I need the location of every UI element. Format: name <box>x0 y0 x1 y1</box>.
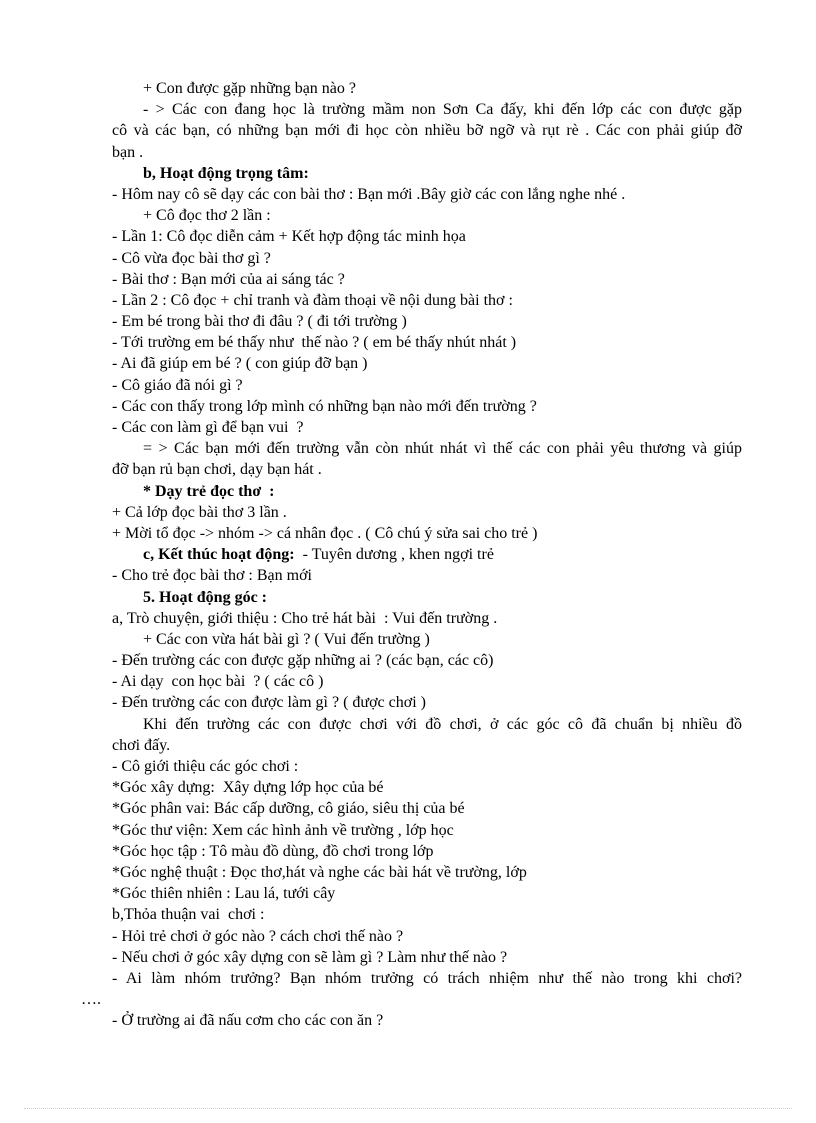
text-line: + Mời tổ đọc -> nhóm -> cá nhân đọc . ( Cô chú ý sửa sai cho trẻ ) <box>112 524 538 542</box>
text-line: *Góc xây dựng: Xây dựng lớp học của bé <box>112 779 384 797</box>
section-heading: c, Kết thúc hoạt động: <box>143 546 295 564</box>
text-line: *Góc phân vai: Bác cấp dưỡng, cô giáo, siêu thị của bé <box>112 800 465 818</box>
text-line: + Cả lớp đọc bài thơ 3 lần . <box>112 503 287 521</box>
text-line: *Góc học tập : Tô màu đồ dùng, đồ chơi trong lớp <box>112 842 434 860</box>
text-line: - Ai dạy con học bài ? ( các cô ) <box>112 673 324 691</box>
text-line: - Hỏi trẻ chơi ở góc nào ? cách chơi thế nào ? <box>112 927 404 945</box>
text-line: + Các con vừa hát bài gì ? ( Vui đến trường ) <box>143 630 430 648</box>
text-line: - > Các con đang học là trường mầm non Sơn Ca đấy, khi đến lớp các con được gặp <box>143 101 742 119</box>
text-span: - Tuyên dương , khen ngợi trẻ <box>294 546 494 564</box>
text-line: - Đến trường các con được gặp những ai ? (các bạn, các cô) <box>112 652 494 670</box>
text-line: - Ai đã giúp em bé ? ( con giúp đỡ bạn ) <box>112 355 368 373</box>
text-line: …. <box>81 991 101 1009</box>
text-line: + Con được gặp những bạn nào ? <box>143 80 357 97</box>
text-line: - Tới trường em bé thấy như thế nào ? ( em bé thấy nhút nhát ) <box>112 334 517 352</box>
text-line: *Góc nghệ thuật : Đọc thơ,hát và nghe các bài hát về trường, lớp <box>112 863 527 881</box>
text-line: + Cô đọc thơ 2 lần : <box>143 207 271 225</box>
text-line: đỡ bạn rủ bạn chơi, dạy bạn hát . <box>112 461 322 479</box>
text-line: - Cho trẻ đọc bài thơ : Bạn mới <box>112 567 312 585</box>
text-line: *Góc thiên nhiên : Lau lá, tưới cây <box>112 885 336 903</box>
section-heading: * Dạy trẻ đọc thơ : <box>143 482 275 500</box>
text-line: = > Các bạn mới đến trường vẫn còn nhút nhát vì thế các con phải yêu thương và giúp <box>143 440 742 458</box>
text-line: - Lần 1: Cô đọc diễn cảm + Kết hợp động tác minh họa <box>112 228 466 246</box>
text-line: - Hôm nay cô sẽ dạy các con bài thơ : Bạn mới .Bây giờ các con lắng nghe nhé . <box>112 185 626 203</box>
text-line: - Các con thấy trong lớp mình có những bạn nào mới đến trường ? <box>112 397 537 415</box>
text-line: chơi đấy. <box>112 736 171 754</box>
page-body <box>81 78 742 1031</box>
text-line: cô và các bạn, có những bạn mới đi học còn nhiều bỡ ngỡ và rụt rè . Các con phải giúp đỡ <box>112 122 742 140</box>
section-heading: 5. Hoạt động góc : <box>143 588 267 606</box>
section-heading: b, Hoạt động trọng tâm: <box>143 164 309 182</box>
text-line: - Nếu chơi ở góc xây dựng con sẽ làm gì ? Làm như thế nào ? <box>112 948 508 966</box>
text-line <box>112 544 742 565</box>
text-line: - Bài thơ : Bạn mới của ai sáng tác ? <box>112 270 345 288</box>
text-line: - Đến trường các con được làm gì ? ( được chơi ) <box>112 694 426 712</box>
text-line: - Em bé trong bài thơ đi đâu ? ( đi tới trường ) <box>112 313 407 331</box>
text-line: - Các con làm gì để bạn vui ? <box>112 419 304 436</box>
text-line: - Lần 2 : Cô đọc + chỉ tranh và đàm thoại về nội dung bài thơ : <box>112 291 513 309</box>
text-line: bạn . <box>112 143 144 161</box>
text-line: - Cô giáo đã nói gì ? <box>112 376 243 394</box>
text-line: a, Trò chuyện, giới thiệu : Cho trẻ hát bài : Vui đến trường . <box>112 609 498 627</box>
text-line: - Cô giới thiệu các góc chơi : <box>112 758 299 775</box>
text-line: - Ai làm nhóm trưởng? Bạn nhóm trưởng có trách nhiệm như thế nào trong khi chơi? <box>112 969 742 987</box>
text-line: - Ở trường ai đã nấu cơm cho các con ăn ? <box>112 1012 384 1030</box>
text-line: *Góc thư viện: Xem các hình ảnh về trường , lớp học <box>112 821 454 839</box>
page-bottom-rule <box>24 1108 792 1109</box>
text-line: - Cô vừa đọc bài thơ gì ? <box>112 249 271 267</box>
text-line: Khi đến trường các con được chơi với đồ chơi, ở các góc cô đã chuẩn bị nhiều đồ <box>143 715 742 733</box>
text-line: b,Thỏa thuận vai chơi : <box>112 906 265 924</box>
